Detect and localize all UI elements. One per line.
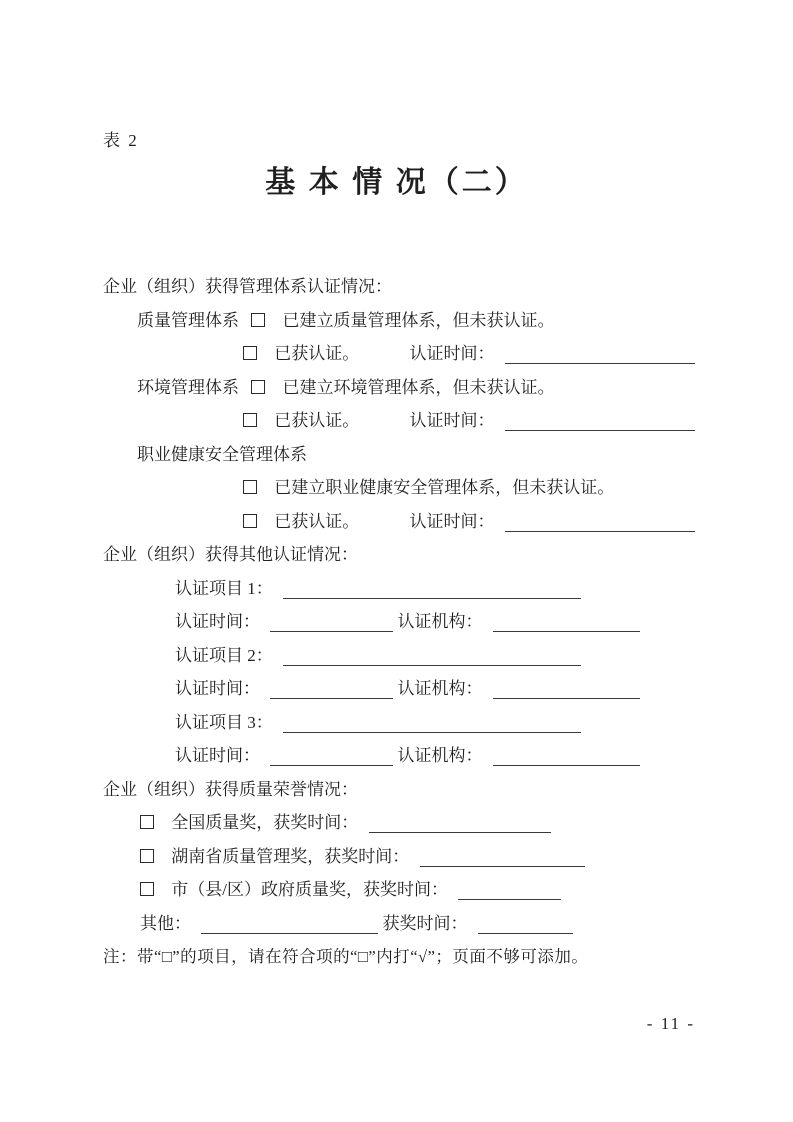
management-section-heading: 企业（组织）获得管理体系认证情况： (103, 277, 392, 296)
other-cert-3-time-label: 认证时间： (175, 746, 260, 765)
honor-section-heading: 企业（组织）获得质量荣誉情况： (103, 779, 358, 799)
national-award-time-blank[interactable] (369, 809, 551, 833)
national-award-row (103, 806, 703, 840)
other-cert-2-project-label: 认证项目 2： (175, 645, 273, 665)
page-number: - 11 - (646, 1014, 695, 1033)
ohs-cert-time-label: 认证时间： (409, 511, 495, 531)
hunan-award-label: 湖南省质量管理奖，获奖时间： (171, 846, 410, 866)
other-cert-1-project-blank[interactable] (283, 575, 581, 599)
other-cert-1-time-blank[interactable] (270, 608, 393, 632)
city-award-time-blank[interactable] (458, 876, 561, 900)
other-award-label: 其他： (140, 913, 191, 933)
other-cert-1-project-label: 认证项目 1： (175, 578, 273, 598)
city-award-label: 市（县/区）政府质量奖，获奖时间： (171, 880, 448, 899)
other-cert-1-agency-blank[interactable] (493, 608, 640, 632)
other-cert-2-agency-blank[interactable] (493, 675, 640, 699)
ohs-built-checkbox[interactable] (243, 480, 257, 494)
ohs-built-option-label: 已建立职业健康安全管理体系，但未获认证。 (274, 478, 615, 497)
city-award-checkbox[interactable] (140, 882, 154, 896)
other-cert-2-time-blank[interactable] (270, 675, 393, 699)
ohs-built-row (103, 471, 703, 505)
quality-built-option-label: 已建立质量管理体系，但未获认证。 (282, 310, 555, 330)
other-cert-2-project-row (103, 639, 703, 673)
city-award-row (103, 873, 703, 907)
other-cert-3-agency-blank[interactable] (493, 742, 640, 766)
quality-certified-option-label: 已获认证。 (274, 344, 360, 363)
other-award-time-label: 获奖时间： (382, 913, 468, 933)
environment-system-label: 环境管理体系 (137, 377, 239, 397)
quality-certified-checkbox[interactable] (243, 346, 257, 360)
form-note: 注：带“□”的项目，请在符合项的“□”内打“√”；页面不够可添加。 (103, 947, 589, 966)
ohs-certified-option-label: 已获认证。 (274, 511, 360, 531)
hunan-award-checkbox[interactable] (140, 849, 154, 863)
quality-built-checkbox[interactable] (251, 313, 265, 327)
other-cert-2-agency-label: 认证机构： (397, 679, 483, 698)
ohs-cert-time-blank[interactable] (505, 508, 695, 532)
other-cert-1-agency-label: 认证机构： (397, 612, 483, 631)
ohs-system-row (103, 438, 703, 472)
other-cert-2-time-agency-row (103, 672, 703, 706)
other-cert-3-time-agency-row (103, 739, 703, 773)
ohs-certified-row (103, 505, 703, 539)
table-label: 表 2 (103, 131, 139, 150)
hunan-award-row (103, 840, 703, 874)
other-award-time-blank[interactable] (478, 910, 573, 934)
environment-built-checkbox[interactable] (251, 380, 265, 394)
other-cert-1-project-row (103, 572, 703, 606)
environment-certified-row (103, 404, 703, 438)
quality-system-row (103, 304, 703, 338)
page-title: 基 本 情 况（二） (265, 166, 528, 199)
other-cert-2-time-label: 认证时间： (175, 679, 260, 698)
environment-certified-option-label: 已获认证。 (274, 411, 360, 430)
other-cert-1-time-label: 认证时间： (175, 612, 260, 631)
other-cert-3-project-blank[interactable] (283, 709, 581, 733)
environment-cert-time-blank[interactable] (505, 407, 695, 431)
other-cert-2-project-blank[interactable] (283, 642, 581, 666)
other-cert-3-agency-label: 认证机构： (397, 746, 483, 765)
quality-system-label: 质量管理体系 (137, 310, 239, 330)
other-cert-section-heading: 企业（组织）获得其他认证情况： (103, 545, 358, 564)
ohs-certified-checkbox[interactable] (243, 514, 257, 528)
other-cert-3-project-label: 认证项目 3： (175, 712, 273, 732)
hunan-award-time-blank[interactable] (420, 843, 585, 867)
ohs-system-label: 职业健康安全管理体系 (137, 444, 307, 464)
environment-system-row (103, 371, 703, 405)
quality-cert-time-label: 认证时间： (409, 344, 495, 363)
form-content (103, 270, 703, 974)
other-cert-3-time-blank[interactable] (270, 742, 393, 766)
other-award-row (103, 907, 703, 941)
other-cert-3-project-row (103, 706, 703, 740)
environment-cert-time-label: 认证时间： (409, 411, 495, 430)
environment-certified-checkbox[interactable] (243, 413, 257, 427)
environment-built-option-label: 已建立环境管理体系，但未获认证。 (282, 377, 555, 397)
national-award-checkbox[interactable] (140, 815, 154, 829)
quality-certified-row (103, 337, 703, 371)
quality-cert-time-blank[interactable] (505, 340, 695, 364)
national-award-label: 全国质量奖，获奖时间： (171, 813, 359, 832)
other-cert-1-time-agency-row (103, 605, 703, 639)
other-award-blank[interactable] (201, 910, 378, 934)
